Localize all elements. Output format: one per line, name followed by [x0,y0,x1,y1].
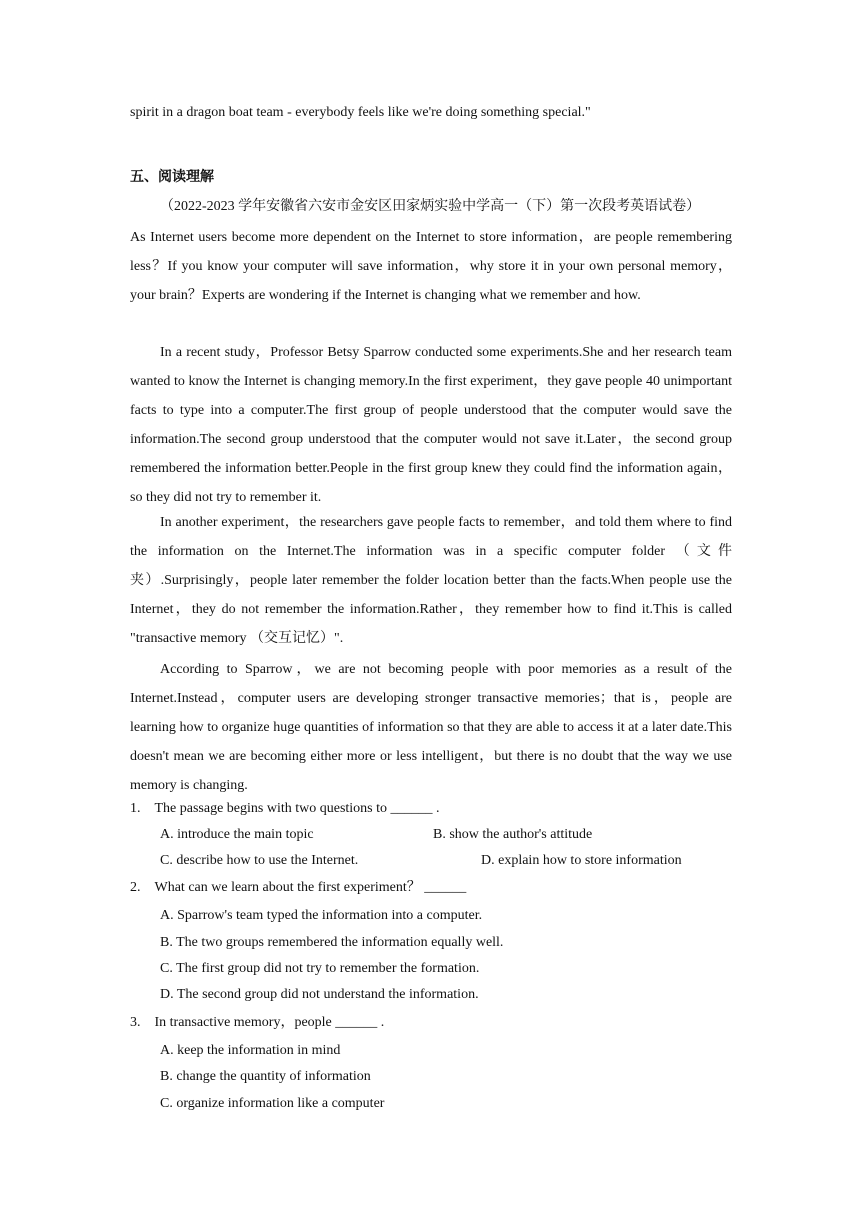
passage-paragraph-4: According to Sparrow，we are not becoming people with poor memories as a result of the Internet.Instead，computer users are developing stronger transactive memories；that is，people are learning how to organize huge quantities of information so that they are able to access it at a later date.This doesn't mean we are becoming either more or less intelligent，but there is no doubt that the way we use memory is changing. [130,662,732,793]
question-1-option-d: D. explain how to store information [481,853,682,868]
question-2-option-a: A. Sparrow's team typed the information into a computer. [160,908,483,923]
question-1-stem: 1. The passage begins with two questions to ______ . [130,801,440,816]
passage-paragraph-3: In another experiment，the researchers gave people facts to remember，and told them where to find the information on the Internet.The information was in a specific computer folder （文件夹）.Surprisingly，people later remember the folder location better than the facts.When people use the Internet，they do not remember the information.Rather，they remember how to find it.This is called "transactive memory （交互记忆）". [130,515,732,646]
previous-passage-ending: spirit in a dragon boat team - everybody feels like we're doing something special." [130,105,591,120]
question-3-stem: 3. In transactive memory，people ______ . [130,1015,385,1030]
question-1-option-a: A. introduce the main topic [160,827,314,842]
question-2-option-b: B. The two groups remembered the information equally well. [160,935,504,950]
question-3-option-c: C. organize information like a computer [160,1096,385,1111]
passage-paragraph-2: In a recent study，Professor Betsy Sparrow conducted some experiments.She and her research team wanted to know the Internet is changing memory.In the first experiment，they gave people 40 unimportant facts to type into a computer.The first group of people understood that the computer would save the information.The second group understood that the computer would not save it.Later，the second group remembered the information better.People in the first group knew they could find the information again，so they did not try to remember it. [130,345,732,505]
passage-paragraph-1: As Internet users become more dependent on the Internet to store information，are people remembering less？If you know your computer will save information，why store it in your own personal memory，your brain？Experts are wondering if the Internet is changing what we remember and how. [130,230,732,303]
question-3-option-b: B. change the quantity of information [160,1069,371,1084]
passage-source: （2022-2023 学年安徽省六安市金安区田家炳实验中学高一（下）第一次段考英语试卷） [160,199,701,214]
section-heading: 五、阅读理解 [130,170,214,185]
question-2-option-d: D. The second group did not understand the information. [160,987,479,1002]
question-1-option-b: B. show the author's attitude [433,827,593,842]
question-2-stem: 2. What can we learn about the first experiment？ ______ [130,880,467,895]
question-2-option-c: C. The first group did not try to remember the formation. [160,961,480,976]
question-3-option-a: A. keep the information in mind [160,1043,341,1058]
question-1-option-c: C. describe how to use the Internet. [160,853,359,868]
